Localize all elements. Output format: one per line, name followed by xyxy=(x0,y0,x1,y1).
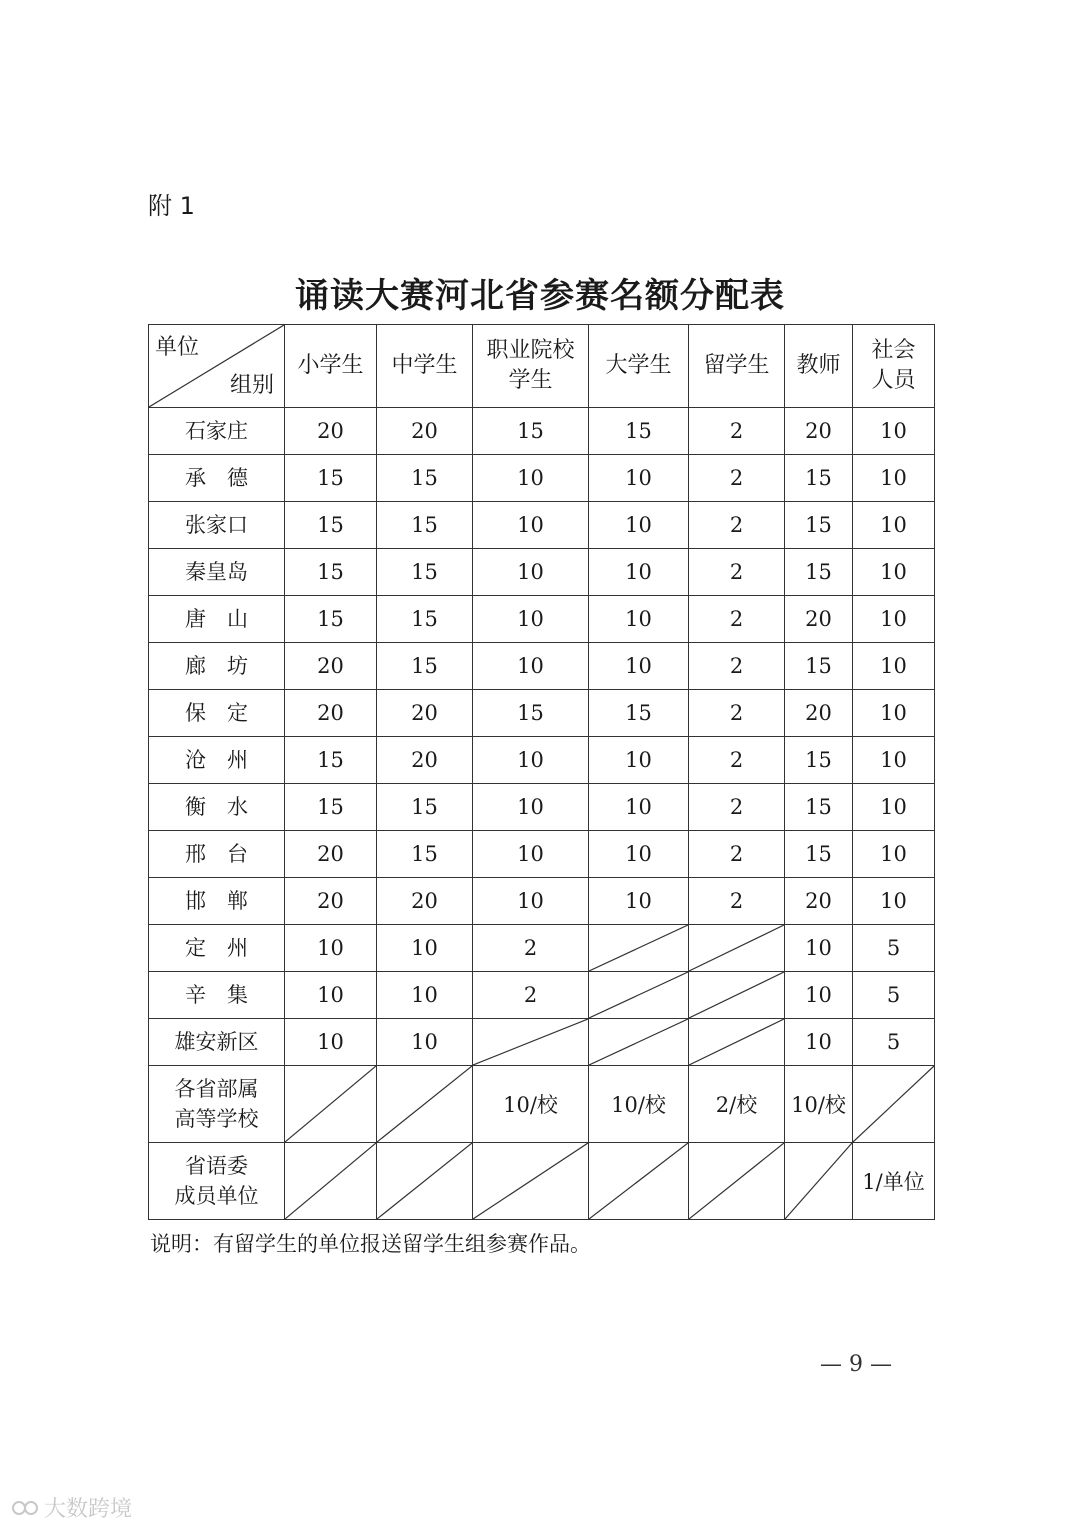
quota-cell: 10 xyxy=(473,643,589,690)
quota-cell: 5 xyxy=(853,1019,935,1066)
watermark-text: 大数跨境 xyxy=(44,1497,133,1522)
empty-cell-diagonal xyxy=(473,1143,588,1219)
empty-quota-cell xyxy=(589,1143,689,1220)
quota-cell: 10 xyxy=(853,831,935,878)
unit-cell xyxy=(149,784,285,831)
column-header xyxy=(589,325,689,408)
watermark xyxy=(12,1492,132,1523)
unit-name: 定 州 xyxy=(185,936,248,960)
empty-cell-diagonal xyxy=(473,1019,588,1065)
empty-quota-cell xyxy=(589,925,689,972)
quota-cell: 10 xyxy=(853,596,935,643)
quota-cell: 10 xyxy=(853,455,935,502)
quota-cell: 20 xyxy=(285,643,377,690)
corner-unit-label: 单位 xyxy=(155,335,200,360)
empty-quota-cell xyxy=(377,1066,473,1143)
table-row xyxy=(149,972,935,1019)
table-row xyxy=(149,1066,935,1143)
quota-cell: 10 xyxy=(853,690,935,737)
column-header xyxy=(377,325,473,408)
table-row xyxy=(149,502,935,549)
unit-name: 高等学校 xyxy=(174,1107,259,1131)
unit-name: 辛 集 xyxy=(185,983,248,1007)
column-header-text: 学生 xyxy=(508,368,553,393)
quota-cell: 20 xyxy=(285,408,377,455)
corner-header-cell xyxy=(149,325,285,408)
quota-cell: 15 xyxy=(785,455,853,502)
quota-cell: 10 xyxy=(853,502,935,549)
quota-cell: 15 xyxy=(285,596,377,643)
column-header-text: 留学生 xyxy=(703,353,770,378)
quota-cell: 20 xyxy=(377,737,473,784)
table-row xyxy=(149,690,935,737)
unit-name: 廊 坊 xyxy=(185,654,248,678)
quota-cell: 10 xyxy=(473,455,589,502)
unit-cell xyxy=(149,831,285,878)
unit-cell xyxy=(149,502,285,549)
empty-cell-diagonal xyxy=(785,1143,852,1219)
quota-cell: 10 xyxy=(785,972,853,1019)
empty-quota-cell xyxy=(473,1019,589,1066)
quota-cell: 10/校 xyxy=(785,1066,853,1143)
table-row xyxy=(149,1019,935,1066)
table-row xyxy=(149,737,935,784)
quota-cell: 15 xyxy=(473,408,589,455)
quota-cell: 15 xyxy=(377,502,473,549)
quota-cell: 20 xyxy=(785,596,853,643)
quota-cell: 15 xyxy=(377,549,473,596)
quota-cell: 1/单位 xyxy=(853,1143,935,1220)
quota-cell: 10 xyxy=(589,831,689,878)
quota-cell: 15 xyxy=(377,455,473,502)
quota-cell: 10 xyxy=(473,831,589,878)
page-number: — 9 — xyxy=(820,1352,892,1377)
quota-cell: 10 xyxy=(589,784,689,831)
column-header-text: 职业院校 xyxy=(486,338,575,363)
unit-name: 成员单位 xyxy=(174,1184,259,1208)
empty-cell-diagonal xyxy=(285,1143,376,1219)
empty-cell-diagonal xyxy=(377,1066,472,1142)
quota-cell: 10 xyxy=(853,737,935,784)
quota-cell: 15 xyxy=(589,408,689,455)
table-row xyxy=(149,455,935,502)
quota-cell: 20 xyxy=(285,831,377,878)
quota-cell: 10 xyxy=(589,596,689,643)
quota-cell: 10 xyxy=(473,784,589,831)
unit-name: 沧 州 xyxy=(185,748,248,772)
quota-cell: 15 xyxy=(785,737,853,784)
column-header-text: 教师 xyxy=(796,353,841,378)
unit-cell xyxy=(149,643,285,690)
table-row xyxy=(149,643,935,690)
quota-cell: 15 xyxy=(785,502,853,549)
empty-cell-diagonal xyxy=(689,925,784,971)
quota-cell: 15 xyxy=(377,596,473,643)
column-header-text: 中学生 xyxy=(391,353,458,378)
empty-quota-cell xyxy=(853,1066,935,1143)
unit-cell xyxy=(149,690,285,737)
empty-cell-diagonal xyxy=(377,1143,472,1219)
empty-quota-cell xyxy=(285,1143,377,1220)
quota-cell: 2 xyxy=(689,784,785,831)
column-header xyxy=(473,325,589,408)
unit-name: 保 定 xyxy=(185,701,248,725)
quota-cell: 20 xyxy=(785,878,853,925)
quota-cell: 10 xyxy=(785,925,853,972)
quota-cell: 15 xyxy=(473,690,589,737)
unit-cell xyxy=(149,549,285,596)
empty-quota-cell xyxy=(689,1143,785,1220)
column-header-text: 大学生 xyxy=(605,353,672,378)
quota-cell: 10/校 xyxy=(589,1066,689,1143)
quota-cell: 20 xyxy=(285,878,377,925)
corner-group-label: 组别 xyxy=(229,373,274,398)
quota-cell: 10 xyxy=(377,1019,473,1066)
quota-cell: 15 xyxy=(785,643,853,690)
quota-cell: 10 xyxy=(589,502,689,549)
column-header xyxy=(785,325,853,408)
unit-cell xyxy=(149,455,285,502)
unit-cell xyxy=(149,408,285,455)
quota-cell: 20 xyxy=(377,690,473,737)
quota-cell: 15 xyxy=(377,831,473,878)
empty-cell-diagonal xyxy=(589,1143,688,1219)
quota-cell: 2 xyxy=(689,643,785,690)
unit-name: 邢 台 xyxy=(185,842,248,866)
quota-cell: 10 xyxy=(853,643,935,690)
empty-quota-cell xyxy=(377,1143,473,1220)
unit-name: 省语委 xyxy=(185,1154,248,1178)
column-header xyxy=(689,325,785,408)
quota-cell: 15 xyxy=(785,784,853,831)
quota-cell: 10 xyxy=(473,737,589,784)
empty-quota-cell xyxy=(473,1143,589,1220)
quota-cell: 20 xyxy=(377,878,473,925)
table-row xyxy=(149,549,935,596)
unit-cell xyxy=(149,925,285,972)
table-row xyxy=(149,596,935,643)
quota-cell: 2 xyxy=(689,690,785,737)
empty-cell-diagonal xyxy=(285,1066,376,1142)
empty-cell-diagonal xyxy=(589,1019,688,1065)
unit-cell xyxy=(149,878,285,925)
quota-cell: 10 xyxy=(473,502,589,549)
quota-cell: 10 xyxy=(589,643,689,690)
column-header-text: 人员 xyxy=(871,368,916,393)
quota-cell: 10 xyxy=(473,596,589,643)
unit-name: 张家口 xyxy=(185,513,248,537)
quota-cell: 20 xyxy=(377,408,473,455)
column-header xyxy=(285,325,377,408)
column-header-text: 小学生 xyxy=(297,353,364,378)
table-row xyxy=(149,408,935,455)
table-row xyxy=(149,831,935,878)
empty-cell-diagonal xyxy=(589,925,688,971)
unit-name: 各省部属 xyxy=(174,1077,259,1101)
table-row xyxy=(149,878,935,925)
table-row xyxy=(149,784,935,831)
empty-quota-cell xyxy=(285,1066,377,1143)
empty-cell-diagonal xyxy=(689,1143,784,1219)
quota-cell: 2 xyxy=(473,972,589,1019)
quota-cell: 10 xyxy=(473,878,589,925)
quota-cell: 2/校 xyxy=(689,1066,785,1143)
column-header-text: 社会 xyxy=(871,338,916,363)
quota-cell: 20 xyxy=(785,408,853,455)
quota-cell: 15 xyxy=(377,643,473,690)
quota-cell: 15 xyxy=(285,737,377,784)
quota-cell: 2 xyxy=(689,502,785,549)
quota-cell: 15 xyxy=(589,690,689,737)
quota-cell: 10 xyxy=(285,972,377,1019)
quota-cell: 15 xyxy=(285,549,377,596)
quota-cell: 10 xyxy=(853,878,935,925)
quota-cell: 10 xyxy=(785,1019,853,1066)
quota-cell: 10 xyxy=(589,878,689,925)
quota-cell: 10 xyxy=(285,925,377,972)
quota-cell: 2 xyxy=(689,596,785,643)
table-title: 诵读大赛河北省参赛名额分配表 xyxy=(295,276,785,316)
quota-cell: 10 xyxy=(853,408,935,455)
quota-cell: 20 xyxy=(285,690,377,737)
quota-cell: 15 xyxy=(377,784,473,831)
quota-cell: 15 xyxy=(785,831,853,878)
quota-cell: 2 xyxy=(689,408,785,455)
quota-cell: 20 xyxy=(785,690,853,737)
quota-table xyxy=(148,324,935,1220)
quota-cell: 10 xyxy=(853,784,935,831)
unit-cell xyxy=(149,1143,285,1220)
empty-cell-diagonal xyxy=(589,972,688,1018)
quota-cell: 5 xyxy=(853,925,935,972)
empty-quota-cell xyxy=(689,1019,785,1066)
empty-quota-cell xyxy=(689,925,785,972)
empty-quota-cell xyxy=(589,1019,689,1066)
quota-cell: 2 xyxy=(689,878,785,925)
empty-quota-cell xyxy=(689,972,785,1019)
quota-cell: 10 xyxy=(589,549,689,596)
unit-name: 唐 山 xyxy=(185,607,248,631)
quota-cell: 15 xyxy=(285,455,377,502)
unit-name: 衡 水 xyxy=(185,795,248,819)
quota-cell: 15 xyxy=(785,549,853,596)
quota-cell: 2 xyxy=(689,549,785,596)
quota-cell: 15 xyxy=(285,502,377,549)
unit-name: 邯 郸 xyxy=(185,889,248,913)
footnote: 说明：有留学生的单位报送留学生组参赛作品。 xyxy=(150,1232,591,1256)
quota-cell: 15 xyxy=(285,784,377,831)
unit-name: 承 德 xyxy=(185,466,248,490)
quota-cell: 10 xyxy=(853,549,935,596)
header-row xyxy=(149,325,935,408)
quota-cell: 10/校 xyxy=(473,1066,589,1143)
quota-cell: 10 xyxy=(473,549,589,596)
unit-cell xyxy=(149,1019,285,1066)
table-row xyxy=(149,925,935,972)
watermark-logo-icon xyxy=(12,1499,38,1517)
quota-cell: 10 xyxy=(377,925,473,972)
quota-cell: 10 xyxy=(285,1019,377,1066)
unit-cell xyxy=(149,972,285,1019)
unit-name: 石家庄 xyxy=(185,419,248,443)
quota-cell: 10 xyxy=(589,455,689,502)
unit-name: 雄安新区 xyxy=(174,1030,259,1054)
quota-cell: 2 xyxy=(689,737,785,784)
unit-cell xyxy=(149,737,285,784)
empty-quota-cell xyxy=(589,972,689,1019)
quota-cell: 2 xyxy=(689,455,785,502)
unit-name: 秦皇岛 xyxy=(185,560,248,584)
annex-label: 附 1 xyxy=(148,192,195,220)
unit-cell xyxy=(149,596,285,643)
column-header xyxy=(853,325,935,408)
table-body xyxy=(149,408,935,1220)
empty-cell-diagonal xyxy=(689,1019,784,1065)
empty-quota-cell xyxy=(785,1143,853,1220)
quota-cell: 2 xyxy=(473,925,589,972)
quota-cell: 2 xyxy=(689,831,785,878)
quota-cell: 5 xyxy=(853,972,935,1019)
unit-cell xyxy=(149,1066,285,1143)
quota-cell: 10 xyxy=(377,972,473,1019)
table-row xyxy=(149,1143,935,1220)
empty-cell-diagonal xyxy=(853,1066,934,1142)
quota-cell: 10 xyxy=(589,737,689,784)
empty-cell-diagonal xyxy=(689,972,784,1018)
